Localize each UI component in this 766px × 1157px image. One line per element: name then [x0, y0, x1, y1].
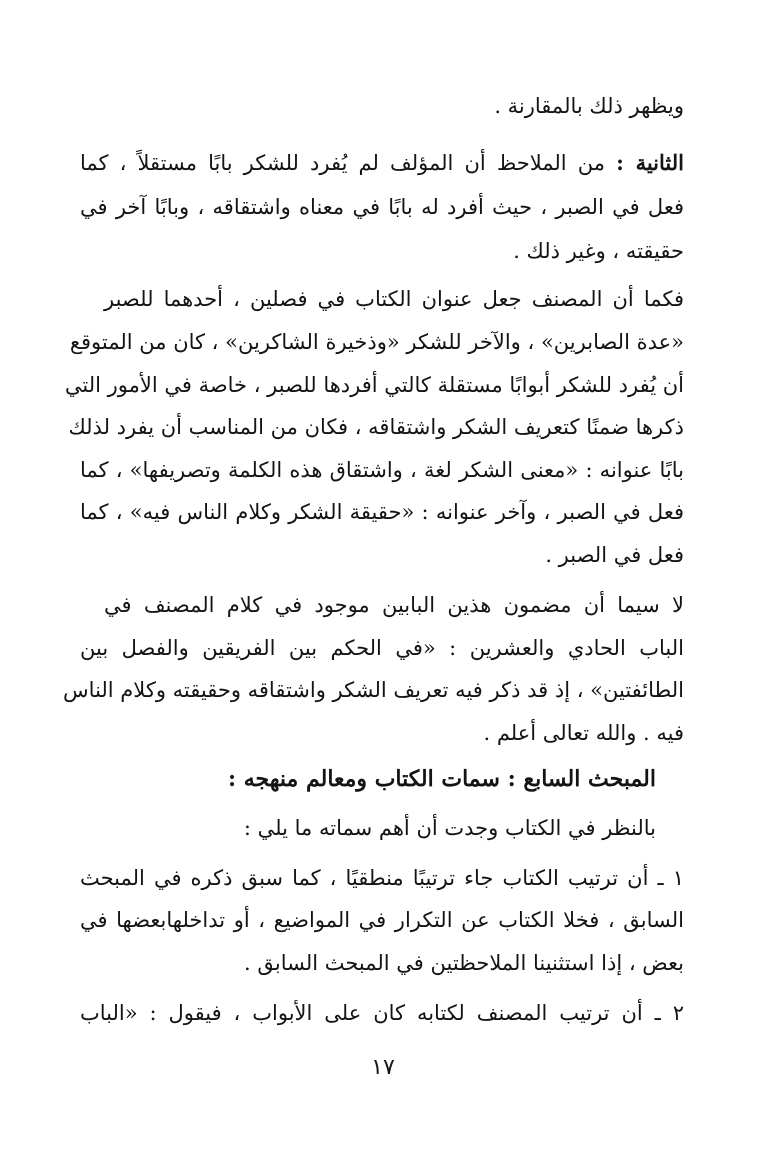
text-line: بالنظر في الكتاب وجدت أن أهم سماته ما يلي : — [243, 816, 656, 840]
second-point-label: الثانية : — [616, 150, 684, 175]
text-line: فعل في الصبر . — [545, 543, 684, 567]
text-line: ١ ـ أن ترتيب الكتاب جاء ترتيبًا منطقيًا ، كما سبق ذكره في المبحث — [80, 866, 684, 890]
text-line: ويظهر ذلك بالمقارنة . — [494, 94, 684, 118]
text-line-with-label — [80, 143, 684, 183]
text-line: فكما أن المصنف جعل عنوان الكتاب في فصلين ، أحدهما للصبر — [104, 287, 684, 311]
text-line: «عدة الصابرين» ، والآخر للشكر «وذخيرة الشاكرين» ، كان من المتوقع — [69, 330, 684, 354]
text-line: فعل في الصبر ، حيث أفرد له بابًا في معناه واشتقاقه ، وبابًا آخر في — [80, 195, 684, 219]
text-line: حقيقته ، وغير ذلك . — [513, 239, 684, 263]
text-line: أن يُفرد للشكر أبوابًا مستقلة كالتي أفردها للصبر ، خاصة في الأمور التي — [64, 373, 684, 397]
text-line: من الملاحظ أن المؤلف لم يُفرد للشكر بابًا مستقلاً ، كما — [80, 151, 605, 175]
text-line: ذكرها ضمنًا كتعريف الشكر واشتقاقه ، فكان من المناسب أن يفرد لذلك — [68, 415, 684, 439]
section-heading: المبحث السابع : سمات الكتاب ومعالم منهجه : — [227, 766, 656, 792]
text-line: الباب الحادي والعشرين : «في الحكم بين الفريقين والفصل بين — [80, 636, 684, 660]
text-line: الطائفتين» ، إذ قد ذكر فيه تعريف الشكر واشتقاقه وحقيقته وكلام الناس — [63, 678, 684, 702]
text-line: لا سيما أن مضمون هذين البابين موجود في كلام المصنف في — [104, 593, 684, 617]
text-line: فيه . والله تعالى أعلم . — [483, 721, 684, 745]
text-line: فعل في الصبر ، وآخر عنوانه : «حقيقة الشكر وكلام الناس فيه» ، كما — [80, 500, 684, 524]
page-number: ١٧ — [371, 1055, 395, 1080]
text-line: بابًا عنوانه : «معنى الشكر لغة ، واشتقاق هذه الكلمة وتصريفها» ، كما — [80, 458, 684, 482]
text-line: السابق ، فخلا الكتاب عن التكرار في المواضيع ، أو تداخلهابعضها في — [80, 908, 684, 932]
text-line: بعض ، إذا استثنينا الملاحظتين في المبحث السابق . — [243, 951, 684, 975]
text-line: ٢ ـ أن ترتيب المصنف لكتابه كان على الأبواب ، فيقول : «الباب — [80, 1001, 684, 1025]
